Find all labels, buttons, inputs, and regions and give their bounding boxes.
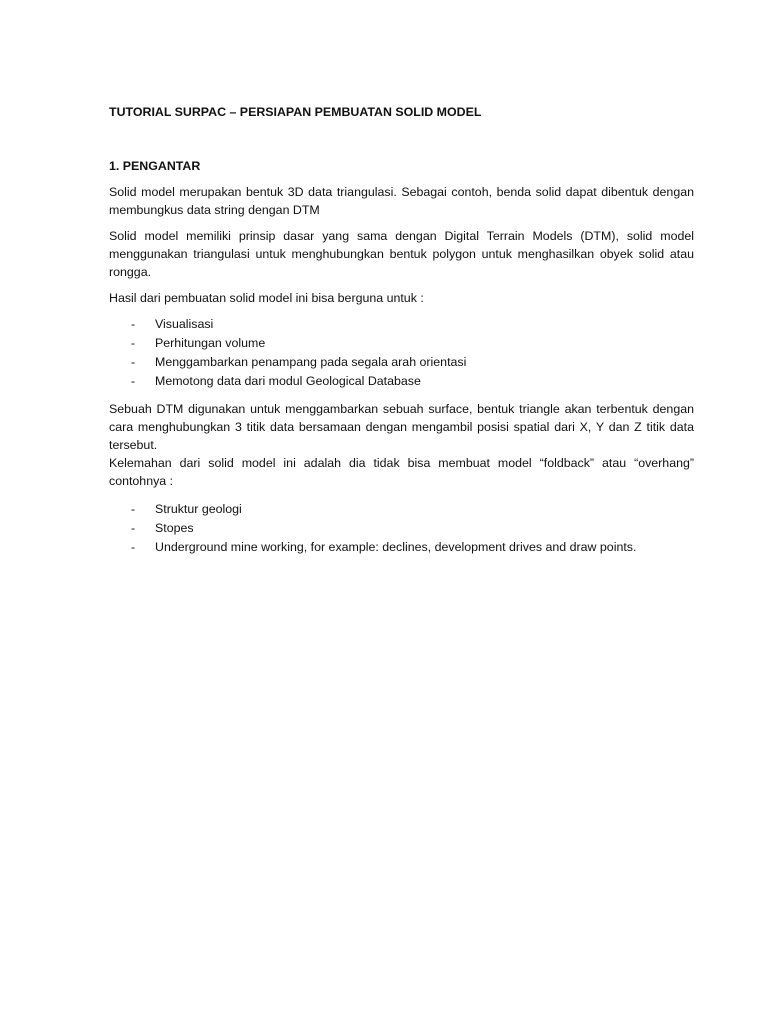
paragraph-uses-intro: Hasil dari pembuatan solid model ini bisa berguna untuk : (109, 291, 424, 305)
list-item-text: Stopes (155, 521, 194, 535)
list-item-text: Menggambarkan penampang pada segala arah orientasi (155, 355, 467, 369)
examples-list (109, 500, 694, 557)
document-page (109, 103, 694, 566)
paragraph-intro: Solid model merupakan bentuk 3D data triangulasi. Sebagai contoh, benda solid dapat dibentuk dengan membungkus data string dengan DTM (109, 185, 694, 217)
list-item (109, 353, 694, 372)
uses-list (109, 315, 694, 391)
list-item (109, 315, 694, 334)
bullet-dash: - (131, 336, 136, 350)
list-item (109, 538, 694, 557)
document-title: TUTORIAL SURPAC – PERSIAPAN PEMBUATAN SOLID MODEL (109, 105, 482, 119)
list-item (109, 519, 694, 538)
list-item (109, 500, 694, 519)
bullet-dash: - (131, 540, 136, 554)
list-item (109, 372, 694, 391)
bullet-dash: - (131, 502, 136, 516)
section-heading: 1. PENGANTAR (109, 159, 201, 173)
bullet-dash: - (131, 317, 136, 331)
list-item-text: Memotong data dari modul Geological Database (155, 374, 421, 388)
paragraph-principle: Solid model memiliki prinsip dasar yang sama dengan Digital Terrain Models (DTM), solid model menggunakan triangulasi untuk menghubungkan bentuk polygon untuk menghasilkan obyek solid atau rongga. (109, 229, 694, 279)
bullet-dash: - (131, 355, 136, 369)
list-item-text: Struktur geologi (155, 502, 242, 516)
paragraph-dtm: Sebuah DTM digunakan untuk menggambarkan sebuah surface, bentuk triangle akan terbentuk dengan cara menghubungkan 3 titik data bersamaan dengan mengambil posisi spatial dari X, Y dan Z titik data tersebut. (109, 402, 694, 452)
bullet-dash: - (131, 374, 136, 388)
paragraph-weakness: Kelemahan dari solid model ini adalah dia tidak bisa membuat model “foldback” atau “overhang” contohnya : (109, 456, 694, 488)
list-item (109, 334, 694, 353)
list-item-text: Perhitungan volume (155, 336, 266, 350)
list-item-text: Underground mine working, for example: declines, development drives and draw points. (155, 540, 637, 554)
list-item-text: Visualisasi (155, 317, 214, 331)
bullet-dash: - (131, 521, 136, 535)
